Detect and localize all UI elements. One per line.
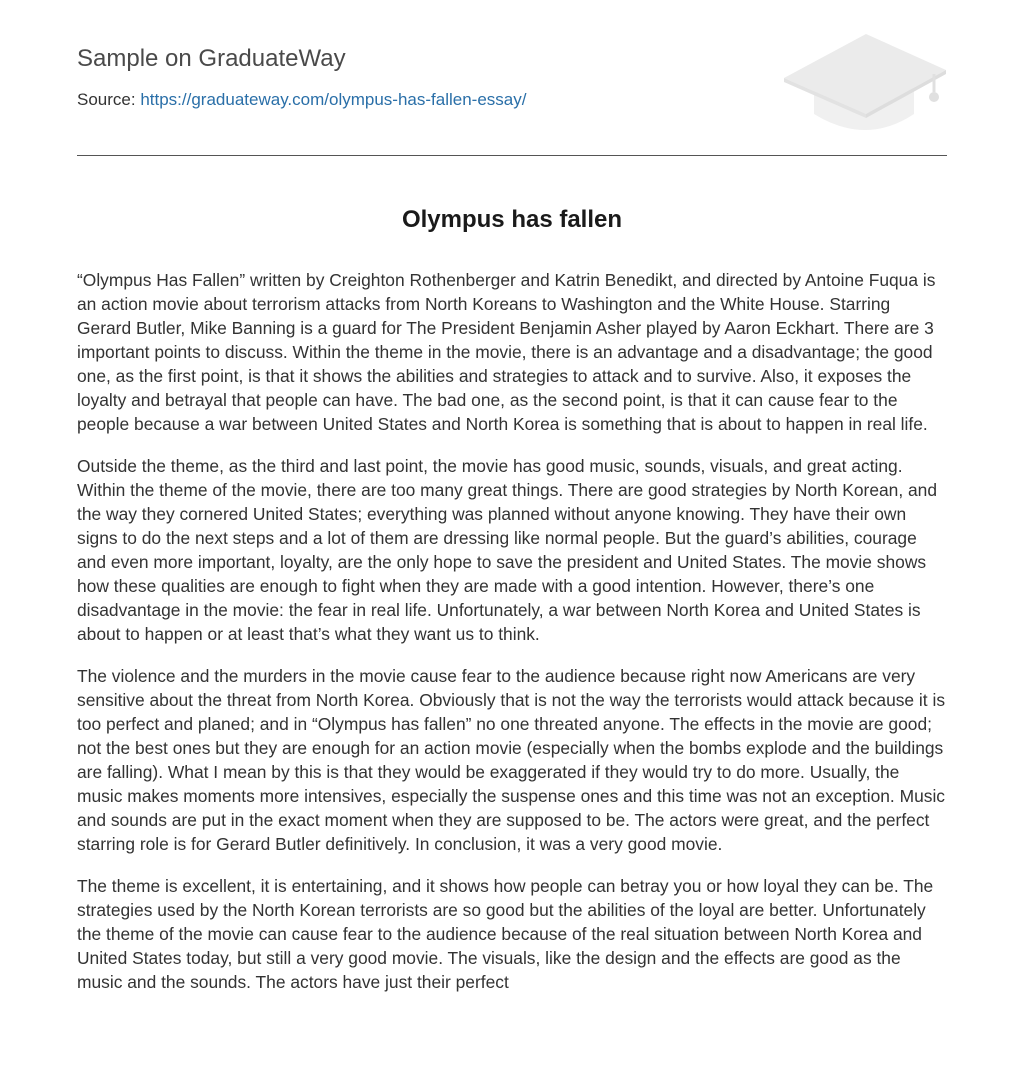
header-divider [77,155,947,156]
graduation-cap-icon [780,28,950,136]
essay-paragraph: “Olympus Has Fallen” written by Creighton Rothenberger and Katrin Benedikt, and directed by Antoine Fuqua is an action movie about terrorism attacks from North Koreans to Washington and the White House. Starring Gerard Butler, Mike Banning is a guard for The President Benjamin Asher played by Aaron Eckhart. There are 3 important points to discuss. Within the theme in the movie, there is an advantage and a disadvantage; the good one, as the first point, is that it shows the abilities and strategies to attack and to survive. Also, it exposes the loyalty and betrayal that people can have. The bad one, as the second point, is that it can cause fear to the people because a war between United States and North Korea is something that is about to happen in real life. [77,270,936,434]
essay-title: Olympus has fallen [401,206,623,233]
source-link[interactable]: https://graduateway.com/olympus-has-fallen-essay/ [140,90,527,109]
source-label: Source: [77,90,136,109]
essay-paragraph: Outside the theme, as the third and last point, the movie has good music, sounds, visuals, and great acting. Within the theme of the movie, there are too many great things. There are good strategies by North Korean, and the way they cornered United States; everything was planned without anyone knowing. They have their own signs to do the next steps and a lot of them are dressing like normal people. But the guard’s abilities, courage and even more important, loyalty, are the only hope to save the president and United States. The movie shows how these qualities are enough to fight when they are made with a good intention. However, there’s one disadvantage in the movie: the fear in real life. Unfortunately, a war between North Korea and United States is about to happen or at least that’s what they want us to think. [77,456,938,644]
site-title: Sample on GraduateWay [77,45,346,72]
essay-body [77,268,949,1012]
page-header [77,0,947,156]
essay-paragraph: The theme is excellent, it is entertaining, and it shows how people can betray you or how loyal they can be. The strategies used by the North Korean terrorists are so good but the abilities of the loyal are better. Unfortunately the theme of the movie can cause fear to the audience because of the real situation between North Korea and United States today, but still a very good movie. The visuals, like the design and the effects are good as the music and the sounds. The actors have just their perfect [77,876,934,992]
source-line [77,89,526,111]
essay-paragraph: The violence and the murders in the movie cause fear to the audience because right now Americans are very sensitive about the threat from North Korea. Obviously that is not the way the terrorists would attack because it is too perfect and planed; and in “Olympus has fallen” no one threated anyone. The effects in the movie are good; not the best ones but they are enough for an action movie (especially when the bombs explode and the buildings are falling). What I mean by this is that they would be exaggerated if they would try to do more. Usually, the music makes moments more intensives, especially the suspense ones and this time was not an exception. Music and sounds are put in the exact moment when they are supposed to be. The actors were great, and the perfect starring role is for Gerard Butler definitively. In conclusion, it was a very good movie. [77,666,946,854]
